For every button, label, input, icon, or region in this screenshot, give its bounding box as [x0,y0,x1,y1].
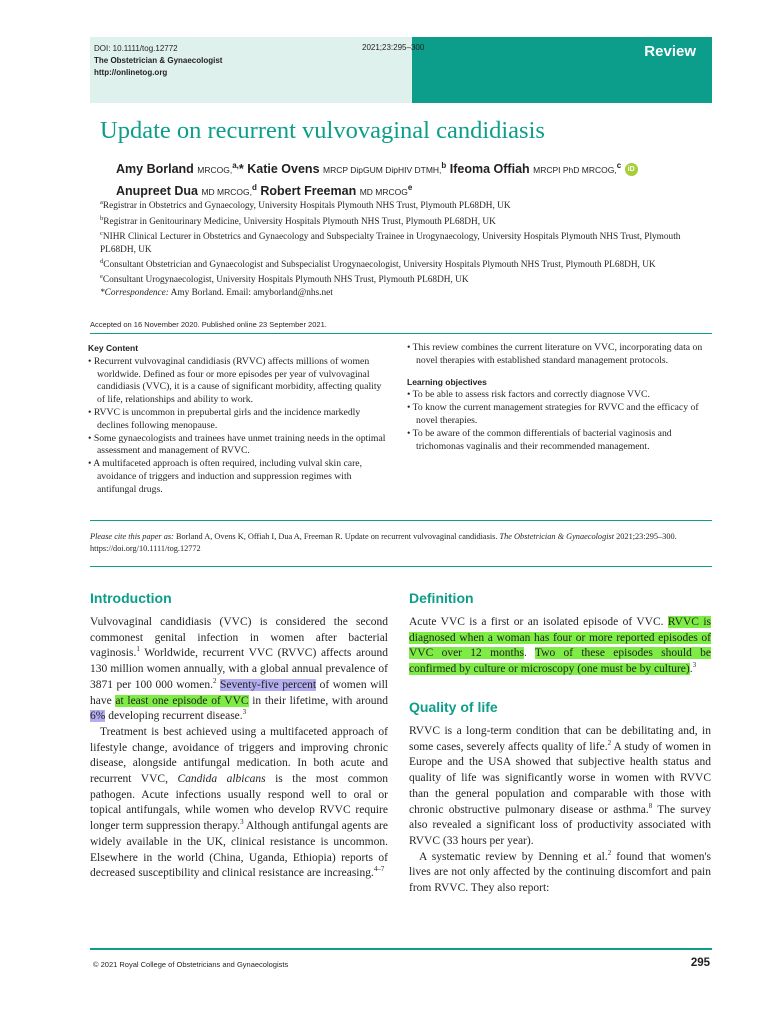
reference-sup[interactable]: 8 [648,801,653,810]
citation-journal: The Obstetrician & Gynaecologist [499,532,615,541]
text: . [523,647,535,660]
copyright: © 2021 Royal College of Obstetricians and Gynaecologists [93,960,289,969]
reference-sup[interactable]: 3 [692,661,697,670]
paragraph [409,615,711,678]
list-item: • RVVC is uncommon in prepubertal girls and the incidence markedly declines following menopause. [88,406,361,431]
text: found that women's lives are not only affected by the continuing discomfort and pain from RVVC. They also report: [409,850,711,895]
text: Vulvovaginal candidiasis (VVC) is considered the second commonest genital infection in women after bacterial vaginosis. [90,616,388,660]
definition-body [409,615,711,678]
text: of women will have [90,678,388,707]
footer-divider [90,948,712,950]
affiliation-text: Registrar in Obstetrics and Gynaecology, University Hospitals Plymouth NHS Trust, Plymouth PL68DH, UK [102,201,511,212]
author-name: Anupreet Dua [116,184,198,199]
journal-info [94,43,222,79]
list-item-text: This review combines the current literature on VVC, incorporating data on novel therapies with established standard management protocols. [412,342,703,366]
affiliation-text: NIHR Clinical Lecturer in Obstetrics and Gynaecology and Subspecialty Trainee in Urogynaecology, University Hospitals Plymouth NHS Trust, Plymouth PL68DH, UK [100,232,681,255]
orcid-icon[interactable]: iD [625,163,638,176]
list-item-text: Some gynaecologists and trainees have unmet training needs in the optimal assessment and management of RVVC. [93,432,386,457]
author-degrees: MD MRCOG, [201,187,252,198]
text: A systematic review by Denning et al. [419,850,608,863]
reference-sup[interactable]: 2 [607,848,612,857]
text: Although antifungal agents are widely available in the UK, clinical resistance is uncommon. Elsewhere in the world (China, Uganda, Ethiopia) reports of decreased susceptibility and clinical resistance are increasing. [90,820,388,880]
author-sup: a, [232,161,239,170]
list-item-text: Recurrent vulvovaginal candidiasis (RVVC) affects millions of women worldwide. Defined as four or more episodes per year of vulvovaginal candidiasis (VVC), it is a cause of significant morbidity, affecting quality of life, relationships and ability to work. [93,355,382,406]
accepted-date: Accepted on 16 November 2020. Published online 23 September 2021. [90,320,327,329]
doi[interactable]: DOI: 10.1111/tog.12772 [94,44,178,53]
page-number: 295 [690,957,710,969]
text: in their lifetime, with around [248,694,388,707]
list-item: • Recurrent vulvovaginal candidiasis (RVVC) affects millions of women worldwide. Defined as four or more episodes per year of vulvovaginal candidiasis (VVC), it is a cause of significant morbidity, affecting quality of life, relationships and ability to work. [88,355,382,406]
author-degrees: MRCOG, [197,165,233,176]
text: RVVC is a long-term condition that can be debilitating and, in some cases, severely affects quality of life. [409,725,711,753]
affiliations [100,197,712,299]
citation [90,531,712,555]
key-content [88,342,386,497]
author-name: Robert Freeman [260,184,357,199]
introduction-heading: Introduction [90,590,172,606]
reference-sup[interactable]: 1 [136,645,140,654]
author-name: Ifeoma Offiah [449,162,530,177]
article-title: Update on recurrent vulvovaginal candidiasis [100,117,545,144]
introduction-body [90,615,388,882]
reference-sup[interactable]: 2 [212,676,217,685]
highlight: Two of these episodes should be confirmed by culture or microscopy (one must be by culture) [409,647,711,676]
text: Treatment is best achieved using a multifaceted approach of lifestyle change, avoidance of triggers and improving chronic disease, alongside antifungal medication. In both acute and recurrent VVC, [90,725,388,786]
text: A study of women in Europe and the USA showed that subjective health status and quality of life was significantly worse in women with RVVC than the general population and comparable with those with chronic obstructive pulmonary disease or asthma. [409,740,711,816]
quality-of-life-body [409,724,711,897]
affiliation-sup: e [100,273,103,281]
list-item-text: A multifaceted approach is often required, including vulval skin care, avoidance of triggers and induction and suppression regimes with antifungal drugs. [93,458,363,495]
author-extra: * [238,162,244,177]
affiliation-text: Consultant Urogynaecologist, University Hospitals Plymouth NHS Trust, Plymouth PL68DH, UK [102,275,469,286]
author-sup: c [616,161,622,170]
affiliation-sup: c [100,230,103,237]
journal-url[interactable]: http://onlinetog.org [94,68,168,77]
list-item: • To know the current management strategies for RVVC and the efficacy of novel therapies. [407,402,699,426]
author-list [116,157,676,201]
citation-text: Borland A, Ovens K, Offiah I, Dua A, Freeman R. Update on recurrent vulvovaginal candidiasis. [173,532,500,541]
author-degrees: MRCP DipGUM DipHIV DTMH, [323,165,442,176]
correspondence-text[interactable]: Amy Borland. Email: amyborland@nhs.net [168,287,333,298]
divider [90,520,712,521]
list-item: • To be aware of the common differentials of bacterial vaginosis and trichomonas vaginalis and their recommended management. [407,427,672,452]
paragraph [409,724,711,850]
affiliation-text: Registrar in Genitourinary Medicine, University Hospitals Plymouth NHS Trust, Plymouth PL68DH, UK [103,216,496,227]
author-name: Amy Borland [116,162,194,177]
reference-sup[interactable]: 4–7 [373,865,385,874]
citation-doi[interactable]: 2021;23:295–300. https://doi.org/10.1111/tog.12772 [90,532,677,553]
author-sup: e [407,183,413,193]
section-label: Review [644,43,696,60]
author-degrees: MD MRCOG [359,187,408,198]
learning-objectives-heading: Learning objectives [407,376,487,387]
list-item-text: RVVC is uncommon in prepubertal girls and the incidence markedly declines following menopause. [93,406,361,431]
text: Acute VVC is a first or an isolated episode of VVC. [409,616,668,628]
text: Candida albicans [177,773,266,786]
affiliation [100,256,712,272]
list-item: • This review combines the current literature on VVC, incorporating data on novel therapies with established standard management protocols. [407,342,703,366]
affiliation [100,197,712,213]
correspondence [100,287,712,299]
affiliation [100,271,712,287]
text: developing recurrent disease. [105,710,243,723]
list-item: • A multifaceted approach is often required, including vulval skin care, avoidance of triggers and induction and suppression regimes with antifungal drugs. [88,458,363,495]
highlight: RVVC is diagnosed when a woman has four or more reported episodes of VVC over 12 months [409,616,711,660]
affiliation [100,213,712,229]
paragraph [409,850,711,897]
author-degrees: MRCPI PhD MRCOG, [533,165,617,176]
affiliation-sup: b [100,214,104,222]
affiliation-text: Consultant Obstetrician and Gynaecologist and Subspecialist Urogynaecologist, University Hospitals Plymouth NHS Trust, Plymouth PL68DH, UK [103,260,656,270]
paragraph [90,615,388,725]
text: Worldwide, recurrent VVC (RVVC) affects around 130 million women annually, with a global annual prevalence of 3871 per 100 000 women. [90,647,388,691]
affiliation-sup: d [100,257,104,265]
journal-name: The Obstetrician & Gynaecologist [94,56,223,65]
highlight: 6% [90,710,106,723]
affiliation [100,228,712,256]
highlight: Seventy-five percent [220,678,317,691]
definition-heading: Definition [409,590,474,606]
author-sup: d [251,183,257,193]
text: . [689,663,693,676]
list-item-text: To be able to assess risk factors and correctly diagnose VVC. [412,389,650,401]
reference-sup[interactable]: 2 [607,738,612,747]
divider [90,333,712,334]
paragraph [90,725,388,882]
quality-of-life-heading: Quality of life [409,699,498,715]
text: is the most common pathogen. Acute infections usually respond well to oral or topical antifungals, while women who develop RVVC require longer term suppression therapy. [90,773,388,833]
list-item-text: To know the current management strategies for RVVC and the efficacy of novel therapies. [412,402,699,426]
highlight: at least one episode of VVC [115,694,249,707]
list-item: • Some gynaecologists and trainees have unmet training needs in the optimal assessment and management of RVVC. [88,432,386,457]
key-content-heading: Key Content [88,343,139,353]
affiliation-sup: a [100,199,103,206]
key-content-continued [407,342,713,453]
divider [90,566,712,567]
correspondence-label: *Correspondence: [100,287,169,298]
volume-info: 2021;23:295–300 [362,43,425,52]
author-name: Katie Ovens [247,162,320,177]
author-sup: b [441,161,447,170]
reference-sup[interactable]: 3 [240,818,244,827]
citation-label: Please cite this paper as: [90,532,174,541]
list-item-text: To be aware of the common differentials of bacterial vaginosis and trichomonas vaginalis and their recommended management. [412,427,672,452]
text: The survey also revealed a significant loss of productivity associated with RVVC (33 hours per year). [409,803,711,847]
list-item: • To be able to assess risk factors and correctly diagnose VVC. [407,389,650,401]
reference-sup[interactable]: 3 [242,708,247,717]
